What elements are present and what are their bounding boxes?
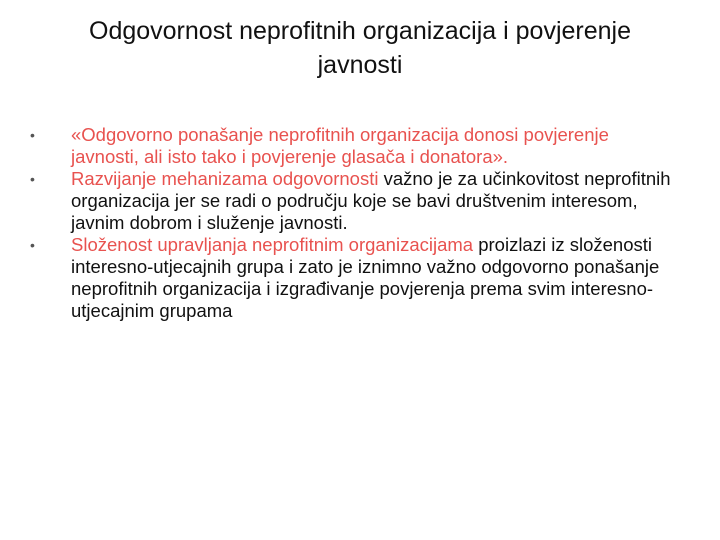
bullet-item-3 xyxy=(30,234,680,322)
slide-title xyxy=(20,14,700,82)
bullet-1-highlight: «Odgovorno ponašanje neprofitnih organizacija donosi povjerenje javnosti, ali isto tako i povjerenje glasača i donatora». xyxy=(71,124,609,167)
slide-title-line-1: Odgovornost neprofitnih organizacija i povjerenje xyxy=(89,17,631,45)
bullet-marker: • xyxy=(30,127,35,143)
bullet-item-2 xyxy=(30,168,680,234)
bullet-item-1 xyxy=(30,124,680,168)
bullet-list xyxy=(30,124,680,322)
bullet-marker: • xyxy=(30,171,35,187)
bullet-3-highlight: Složenost upravljanja neprofitnim organizacijama xyxy=(71,234,474,255)
bullet-3-text: proizlazi iz složenosti interesno-utjecajnih grupa i zato je iznimno važno odgovorno ponašanje neprofitnih organizacija i izgrađivanje povjerenja prema svim interesno-utjecajnim grupama xyxy=(71,234,660,321)
bullet-2-highlight: Razvijanje mehanizama odgovornosti xyxy=(71,168,379,189)
bullet-2-text: važno je za učinkovitost neprofitnih organizacija jer se radi o području koje se bavi društvenim interesom, javnim dobrom i služenje javnosti. xyxy=(71,168,671,233)
slide-title-line-2: javnosti xyxy=(317,51,403,79)
bullet-marker: • xyxy=(30,237,35,253)
